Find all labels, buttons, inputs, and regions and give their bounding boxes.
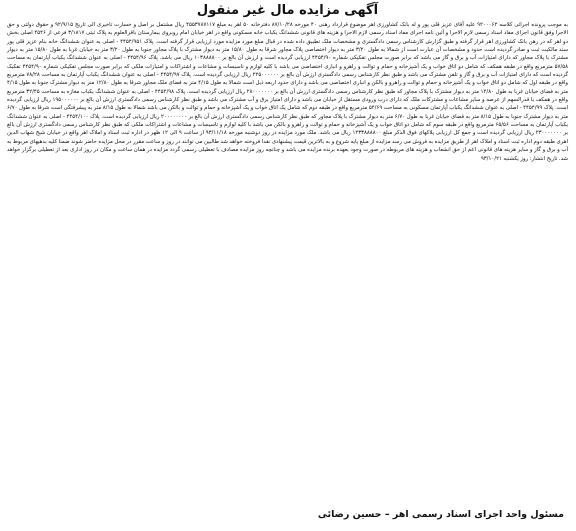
signature-line: مسئول واحد اجرای اسناد رسمی اهر – حسین رضائی [317, 509, 564, 520]
paragraph: ملک مورد مزایده در روز دوشنبه مورخه ۹۳/۱۱/۱۸ از ساعت ۹ الی ۱۲ ظهر در اداره ثبت اسناد و املاک اهر واقع در خیابان شیخ شهاب الدین اهری طبقه دوم اداره ثبت اسناد و املاک اهر از طریق مزایده به فروش می رسد مزایده از مبلغ پایه شروع و به بالاترین قیمت پیشنهادی نقدا فروخته خواهد شد طالبین می توانند در روز و ساعت مقرر در محل مزایده حاضر شوند ضمنا کلیه بدهیهای مربوط به آب و برق و گاز و سایر هزینه های قانونی اعم از حق انشعاب و هزینه های مربوطه در صورت وجود بعهده برنده مزایده می باشد و چنانچه روز مزایده مصادف با تعطیلی رسمی گردد مزایده در همان ساعت و مکان در روز اداری بعد از تعطیلی برگزار خواهد شد. تاریخ انتشار: روز یکشنبه ۹۳/۱۰/۲۱ [7, 130, 568, 162]
paragraph: به موجب پرونده اجرائی کلاسه ۹۲۰۰۰۶۲ علیه آقای عزیز قلی پور و له بانک کشاورزی اهر موضوع قرارداد رهنی ۴۰ مورخه ۸۷/۱۰/۲۸ دفترخانه ۵۰ اهر به مبلغ ۴۵۵۳۷۸۷۱۱۷ ریال مشتمل بر اصل و خسارت تاخیری الی تاریخ ۹۲/۹/۱۵ و حقوق دولتی و حق الاجرا وفق قانون اجرای مفاد اسناد رسمی لازم الاجرا و آئین نامه اجرای مفاد اسناد رسمی لازم الاجرا و هزینه های قانونی ششدانگ یکباب خانه مسکونی واقع در اهر خیابان امام روبروی بیمارستان باقرالعلوم به پلاک ثبتی ۳/۱۸۱۷ فرعی از ۴۵۴۶ اصلی بخش دو اهر که در رهن بانک کشاورزی اهر قرار گرفته و طبق گزارش کارشناس رسمی دادگستری و مشخصات ملک تطبیق داده شده در قبال مبلغ مورد مزایده مورد ارزیابی قرار گرفته است. [7, 22, 569, 45]
auction-notice [7, 3, 568, 525]
paragraph: پلاک ۴۴۵۴/۹۵۱ - اصلی به عنوان ششدانگ خانه بنام عزیز قلی پور سند مالکیت ثبت و صادر گردیده است حدود و مشخصات آن عبارت است از شمالا به طول ۳/۲۰ متر به دیوار اختصاصی پلاک مجاور شرقا به طول ۱۵/۸۰ متر به دیوار مشترک با پلاک مجاور جنوبا به طول ۳/۲۰ متر به خیابان غربا به طول ۱۵/۸۰ متر به دیوار مشترک با پلاک مجاور که دارای امتیازات آب و برق و گاز می باشد که برابر صورت مجلس تفکیکی شماره ۴۴۵۴/۹۰ ارزیابی گردیده است و ارزش آن بالغ بر ۱۰۳۸۸۸۸۰۰ ریال می باشد. [7, 38, 568, 62]
notice-title: آگهی مزایده مال غیر منقول [196, 3, 379, 18]
notice-body [7, 21, 568, 163]
paragraph: پلاک ۴۴۵۴/۹۸ - اصلی به عنوان ششدانگ یکباب مغازه به مساحت ۳۲/۴۵ مترمربع واقع در همکف با قدرالسهم از عرصه و سایر مشاعات و مشترکات ملک که دارای درب ورودی مستقل از خیابان می باشد و دارای امتیاز برق و آب مشترک می باشد و طبق نظر کارشناس رسمی دادگستری ارزش آن بالغ بر ۱۹۵۰۰۰۰۰۰ ریال ارزیابی گردیده است. [7, 88, 569, 112]
paragraph: پلاک ۴۴۵۴/۹۹ - اصلی به عنوان ششدانگ یکباب آپارتمان مسکونی به مساحت ۵۴/۶۹ مترمربع واقع در طبقه دوم که شامل یک اتاق خواب و یک آشپزخانه و حمام و توالت و بالکن می باشد شمالا به طول ۸/۱۵ متر به پیشرفتگی است شرقا به طول ۶/۷۰ متر به دیوار مشترک جنوبا به طول ۸/۱۵ متر به فضای خیابان غربا به طول ۶/۷۰ متر به دیوار مشترک با پلاک مجاور که طبق نظر کارشناس رسمی دادگستری ارزش آن بالغ بر ۲۰۰۰۰۰۰۰۰ ریال ارزیابی گردیده است. [7, 105, 568, 120]
paragraph: پلاک ۴۴۵۴/۹۷ - اصلی به عنوان ششدانگ یکباب آپارتمان به مساحت ۷۸/۲۸ مترمربع واقع در طبقه اول که شامل دو اتاق خواب و یک آشپزخانه و حمام و توالت و راهرو و بالکن و انباری اختصاصی می باشد و دارای حدود اربعه ذیل است شمالا به طول ۴/۱۵ متر به فضای ملک مجاور شرقا به طول ۱۲/۸۰ متر به دیوار مشترک جنوبا به طول ۴/۱۵ متر به فضای خیابان غربا به طول ۱۲/۸۰ متر به دیوار مشترک با پلاک مجاور که طبق نظر کارشناس رسمی دادگستری ارزش آن بالغ بر ۲۸۰۰۰۰۰۰۰ ریال ارزیابی گردیده است. [7, 72, 569, 95]
paragraph: پلاک ۴۴۵۴/۹۶ - اصلی به عنوان ششدانگ یکباب آپارتمان به مساحت ۵۷/۵۸ مترمربع واقع در طبقه همکف که شامل دو اتاق خواب و یک آشپزخانه و حمام و توالت و راهرو و انباری اختصاصی می باشد با کلیه لوازم و تاسیسات و مشاعات و اشتراکات و امتیازات ملکی که برابر صورت مجلس تفکیکی شماره ۴۴۵۴/۹۰ تفکیک گردیده است که دارای امتیازات آب و برق و گاز و تلفن مشترک می باشد و طبق نظر کارشناس رسمی دادگستری ارزش آن بالغ بر ۲۲۵۰۰۰۰۰۰ ریال ارزیابی گردیده است. [7, 55, 569, 79]
paragraph: پلاک ۴۴۵۴/۱۰۰ - اصلی به عنوان ششدانگ یکباب آپارتمان به مساحت ۶۵/۵۶ مترمربع واقع در طبقه سوم که شامل دو اتاق خواب و یک آشپزخانه و حمام و توالت و راهرو و بالکن می باشد با کلیه لوازم و تاسیسات و مشاعات و اشتراکات ملکی که طبق نظر کارشناس رسمی دادگستری ارزش آن بالغ بر ۲۳۰۰۰۰۰۰۰ ریال ارزیابی گردیده است و جمع کل ارزیابی پلاکهای فوق الذکر مبلغ ۱۲۳۳۸۸۸۸۰۰ ریال می باشد. [7, 113, 568, 137]
